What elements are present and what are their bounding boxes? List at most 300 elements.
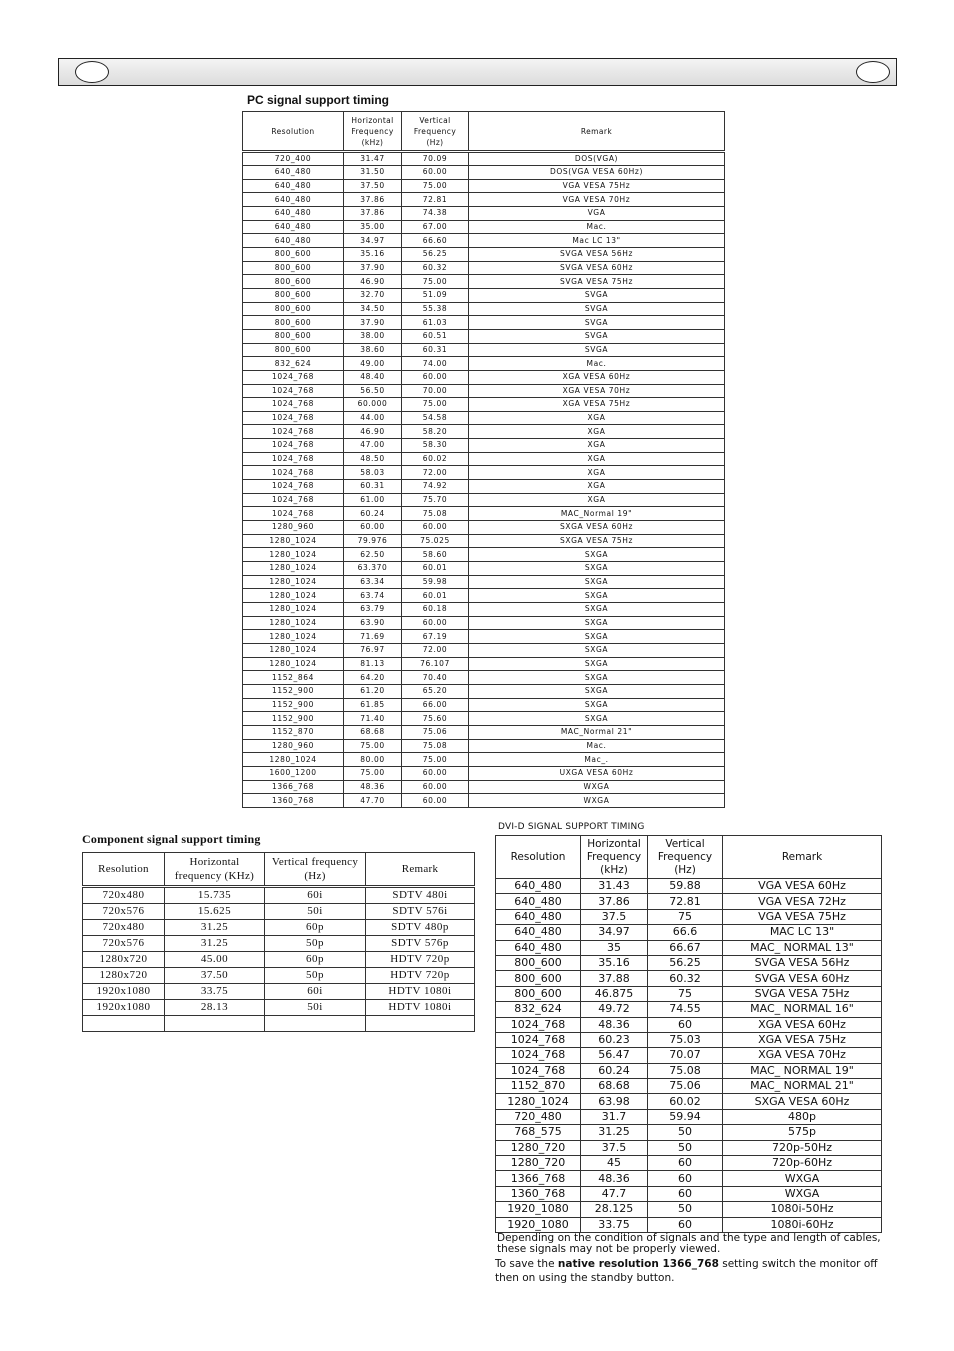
table-cell bbox=[83, 1016, 165, 1032]
table-cell: VGA VESA 75Hz bbox=[723, 909, 882, 924]
table-cell: 720p-60Hz bbox=[723, 1156, 882, 1171]
table-cell: 1600_1200 bbox=[243, 766, 344, 780]
table-cell: 70.00 bbox=[402, 384, 469, 398]
table-row bbox=[243, 357, 725, 371]
table-cell: 56.47 bbox=[581, 1048, 648, 1063]
table-row bbox=[496, 986, 882, 1001]
table-cell: 1280_1024 bbox=[243, 643, 344, 657]
table-cell: 75.00 bbox=[344, 739, 402, 753]
table-cell: SXGA VESA 60Hz bbox=[723, 1094, 882, 1109]
table-cell: VGA VESA 60Hz bbox=[723, 879, 882, 894]
table-cell: 720x480 bbox=[83, 887, 165, 904]
table-cell: 1280_1024 bbox=[243, 589, 344, 603]
table-cell: SXGA bbox=[469, 603, 725, 617]
table-cell: 54.58 bbox=[402, 411, 469, 425]
table-cell: 66.6 bbox=[648, 925, 723, 940]
table-row bbox=[243, 521, 725, 535]
table-cell: SVGA bbox=[469, 329, 725, 343]
table-cell: 60 bbox=[648, 1217, 723, 1232]
table-cell: Mac. bbox=[469, 739, 725, 753]
table-cell: 1366_768 bbox=[243, 780, 344, 794]
table-cell: 60.000 bbox=[344, 398, 402, 412]
table-cell: 1024_768 bbox=[243, 466, 344, 480]
table-row bbox=[243, 671, 725, 685]
table-row bbox=[243, 316, 725, 330]
table-row bbox=[243, 425, 725, 439]
column-header: Horizontal Frequency (kHz) bbox=[344, 112, 402, 152]
table-cell: 66.67 bbox=[648, 940, 723, 955]
table-cell: 45.00 bbox=[165, 952, 265, 968]
table-row bbox=[83, 1016, 475, 1032]
table-row bbox=[243, 493, 725, 507]
table-cell: 65.20 bbox=[402, 684, 469, 698]
table-cell: HDTV 1080i bbox=[366, 1000, 475, 1016]
table-cell: 75.00 bbox=[344, 766, 402, 780]
table-cell: 50i bbox=[265, 1000, 366, 1016]
table-cell: 48.36 bbox=[581, 1017, 648, 1032]
table-cell: 28.13 bbox=[165, 1000, 265, 1016]
table-cell: 81.13 bbox=[344, 657, 402, 671]
native-resolution-note bbox=[495, 1257, 885, 1285]
table-row bbox=[243, 712, 725, 726]
table-row bbox=[243, 398, 725, 412]
table-row bbox=[243, 411, 725, 425]
table-cell: 640_480 bbox=[496, 940, 581, 955]
native-note-suffix: setting switch the monitor off then on using the standby button. bbox=[495, 1258, 878, 1284]
table-row bbox=[496, 1032, 882, 1047]
table-cell: SXGA bbox=[469, 657, 725, 671]
column-header: Vertical Frequency (Hz) bbox=[402, 112, 469, 152]
table-cell: 1280_1024 bbox=[243, 534, 344, 548]
table-cell: 75.06 bbox=[402, 725, 469, 739]
table-cell: 72.81 bbox=[648, 894, 723, 909]
table-cell: VGA VESA 70Hz bbox=[469, 193, 725, 207]
table-row bbox=[496, 1002, 882, 1017]
table-cell: 72.00 bbox=[402, 466, 469, 480]
table-cell: 640_480 bbox=[243, 206, 344, 220]
table-cell: 58.60 bbox=[402, 548, 469, 562]
table-row bbox=[243, 766, 725, 780]
column-header: Vertical frequency (Hz) bbox=[265, 853, 366, 887]
table-cell: 68.68 bbox=[581, 1079, 648, 1094]
table-cell: 34.97 bbox=[581, 925, 648, 940]
table-cell: WXGA bbox=[469, 780, 725, 794]
table-cell: 1280_960 bbox=[243, 739, 344, 753]
table-cell: 44.00 bbox=[344, 411, 402, 425]
table-cell: 61.85 bbox=[344, 698, 402, 712]
table-row bbox=[496, 1171, 882, 1186]
table-row bbox=[243, 206, 725, 220]
table-cell: 1024_768 bbox=[243, 384, 344, 398]
table-cell: 38.60 bbox=[344, 343, 402, 357]
table-cell: 1024_768 bbox=[243, 411, 344, 425]
table-cell: 35 bbox=[581, 940, 648, 955]
table-cell: 1360_768 bbox=[243, 794, 344, 808]
table-cell: 61.03 bbox=[402, 316, 469, 330]
table-cell: WXGA bbox=[469, 794, 725, 808]
table-cell: 76.97 bbox=[344, 643, 402, 657]
table-cell: 1024_768 bbox=[243, 425, 344, 439]
column-header: Horizontal frequency (KHz) bbox=[165, 853, 265, 887]
table-row bbox=[243, 480, 725, 494]
table-cell: XGA VESA 75Hz bbox=[469, 398, 725, 412]
table-cell: 80.00 bbox=[344, 753, 402, 767]
table-cell: WXGA bbox=[723, 1171, 882, 1186]
table-cell: 35.16 bbox=[581, 955, 648, 970]
page-number-oval-left bbox=[75, 61, 109, 83]
table-cell: 1280_1024 bbox=[243, 575, 344, 589]
table-cell: 58.20 bbox=[402, 425, 469, 439]
table-cell: 49.72 bbox=[581, 1002, 648, 1017]
table-cell: 37.50 bbox=[165, 968, 265, 984]
table-cell: XGA bbox=[469, 452, 725, 466]
table-row bbox=[243, 329, 725, 343]
table-cell: SXGA bbox=[469, 671, 725, 685]
table-cell: SVGA VESA 75Hz bbox=[723, 986, 882, 1001]
table-cell: 60.23 bbox=[581, 1032, 648, 1047]
table-cell: 63.90 bbox=[344, 616, 402, 630]
table-cell bbox=[265, 1016, 366, 1032]
table-row bbox=[243, 452, 725, 466]
table-row bbox=[496, 1156, 882, 1171]
table-cell: 37.86 bbox=[344, 206, 402, 220]
table-row bbox=[496, 1017, 882, 1032]
table-cell: XGA VESA 75Hz bbox=[723, 1032, 882, 1047]
table-row bbox=[496, 955, 882, 970]
table-cell: 60 bbox=[648, 1186, 723, 1201]
table-cell: 75.00 bbox=[402, 753, 469, 767]
table-row bbox=[243, 261, 725, 275]
table-cell: Mac. bbox=[469, 357, 725, 371]
table-cell: SXGA bbox=[469, 616, 725, 630]
table-cell: 60.00 bbox=[402, 370, 469, 384]
table-cell: 1280_1024 bbox=[243, 657, 344, 671]
table-cell: 28.125 bbox=[581, 1202, 648, 1217]
table-row bbox=[83, 1000, 475, 1016]
table-cell: 720x480 bbox=[83, 920, 165, 936]
table-cell: DOS(VGA VESA 60Hz) bbox=[469, 166, 725, 180]
table-row bbox=[243, 739, 725, 753]
table-cell: SXGA bbox=[469, 712, 725, 726]
table-cell: 1152_900 bbox=[243, 698, 344, 712]
table-cell: 37.50 bbox=[344, 179, 402, 193]
table-row bbox=[496, 879, 882, 894]
table-row bbox=[243, 753, 725, 767]
table-cell: 60.51 bbox=[402, 329, 469, 343]
table-cell: 60.31 bbox=[402, 343, 469, 357]
table-cell: 60p bbox=[265, 952, 366, 968]
table-row bbox=[243, 439, 725, 453]
column-header: Horizontal Frequency (kHz) bbox=[581, 836, 648, 879]
table-cell: 55.38 bbox=[402, 302, 469, 316]
table-row bbox=[83, 952, 475, 968]
table-cell: 800_600 bbox=[243, 288, 344, 302]
table-cell: 79.976 bbox=[344, 534, 402, 548]
table-cell: 37.86 bbox=[344, 193, 402, 207]
table-cell: SDTV 576p bbox=[366, 936, 475, 952]
table-cell: 50p bbox=[265, 936, 366, 952]
table-cell: 35.16 bbox=[344, 247, 402, 261]
table-cell: 800_600 bbox=[496, 971, 581, 986]
table-row bbox=[496, 971, 882, 986]
table-cell: 75 bbox=[648, 909, 723, 924]
table-cell: SVGA bbox=[469, 302, 725, 316]
table-cell: 75.08 bbox=[402, 507, 469, 521]
table-cell: 59.98 bbox=[402, 575, 469, 589]
table-cell: 1360_768 bbox=[496, 1186, 581, 1201]
table-row bbox=[496, 1079, 882, 1094]
table-cell: 72.81 bbox=[402, 193, 469, 207]
table-cell: Mac. bbox=[469, 220, 725, 234]
pc-signal-table bbox=[242, 111, 725, 808]
table-cell: 1366_768 bbox=[496, 1171, 581, 1186]
table-cell: SXGA VESA 75Hz bbox=[469, 534, 725, 548]
table-cell: XGA bbox=[469, 480, 725, 494]
cable-note: Depending on the condition of signals and the type and length of cables, these signals may not be properly viewed. bbox=[497, 1232, 881, 1255]
table-cell: 1080i-50Hz bbox=[723, 1202, 882, 1217]
table-cell: 75.025 bbox=[402, 534, 469, 548]
column-header: Remark bbox=[366, 853, 475, 887]
table-cell: 800_600 bbox=[243, 302, 344, 316]
table-cell: MAC_ NORMAL 21" bbox=[723, 1079, 882, 1094]
table-row bbox=[496, 1125, 882, 1140]
table-cell: 1024_768 bbox=[243, 398, 344, 412]
table-cell: 56.50 bbox=[344, 384, 402, 398]
table-cell: 15.735 bbox=[165, 887, 265, 904]
table-cell: 61.00 bbox=[344, 493, 402, 507]
table-cell: 56.25 bbox=[648, 955, 723, 970]
table-cell: DOS(VGA) bbox=[469, 152, 725, 166]
table-cell: 1280_720 bbox=[496, 1156, 581, 1171]
table-cell: 63.79 bbox=[344, 603, 402, 617]
table-cell: 60.02 bbox=[648, 1094, 723, 1109]
column-header: Vertical Frequency (Hz) bbox=[648, 836, 723, 879]
table-row bbox=[496, 1217, 882, 1232]
table-cell bbox=[366, 1016, 475, 1032]
table-cell: HDTV 1080i bbox=[366, 984, 475, 1000]
table-cell: 70.40 bbox=[402, 671, 469, 685]
table-cell: 37.90 bbox=[344, 261, 402, 275]
table-row bbox=[243, 562, 725, 576]
table-cell: 1280_1024 bbox=[243, 562, 344, 576]
table-cell: 800_600 bbox=[243, 247, 344, 261]
table-cell: 640_480 bbox=[243, 193, 344, 207]
table-cell: 67.00 bbox=[402, 220, 469, 234]
table-cell: 75.08 bbox=[402, 739, 469, 753]
table-row bbox=[243, 466, 725, 480]
table-cell: 47.00 bbox=[344, 439, 402, 453]
column-header: Remark bbox=[723, 836, 882, 879]
table-cell: XGA bbox=[469, 411, 725, 425]
dvi-signal-table bbox=[495, 835, 882, 1233]
table-row bbox=[496, 894, 882, 909]
table-cell: 62.50 bbox=[344, 548, 402, 562]
table-cell: 31.43 bbox=[581, 879, 648, 894]
table-cell: 800_600 bbox=[243, 316, 344, 330]
table-row bbox=[243, 384, 725, 398]
table-cell: 47.70 bbox=[344, 794, 402, 808]
table-cell: 74.38 bbox=[402, 206, 469, 220]
table-cell: 60 bbox=[648, 1156, 723, 1171]
table-row bbox=[243, 725, 725, 739]
table-cell: 800_600 bbox=[496, 986, 581, 1001]
table-cell: 31.25 bbox=[581, 1125, 648, 1140]
table-cell: 1280_960 bbox=[243, 521, 344, 535]
table-row bbox=[243, 548, 725, 562]
table-cell: 768_575 bbox=[496, 1125, 581, 1140]
table-cell: 48.40 bbox=[344, 370, 402, 384]
column-header: Resolution bbox=[243, 112, 344, 152]
table-row bbox=[243, 152, 725, 166]
table-cell: 720x576 bbox=[83, 936, 165, 952]
table-cell: XGA VESA 70Hz bbox=[723, 1048, 882, 1063]
table-cell: SVGA VESA 56Hz bbox=[469, 247, 725, 261]
table-cell: Mac LC 13" bbox=[469, 234, 725, 248]
table-cell: 60 bbox=[648, 1171, 723, 1186]
table-cell: 70.09 bbox=[402, 152, 469, 166]
table-cell: 640_480 bbox=[243, 179, 344, 193]
table-cell: XGA bbox=[469, 466, 725, 480]
table-cell: 60.00 bbox=[402, 166, 469, 180]
table-cell: 1280_720 bbox=[496, 1140, 581, 1155]
table-cell: 15.625 bbox=[165, 904, 265, 920]
table-cell: 1024_768 bbox=[243, 439, 344, 453]
page-header-bar bbox=[58, 58, 897, 86]
table-cell: 1280x720 bbox=[83, 968, 165, 984]
table-cell: SVGA bbox=[469, 288, 725, 302]
table-cell: SXGA bbox=[469, 589, 725, 603]
table-row bbox=[83, 984, 475, 1000]
table-cell: 31.47 bbox=[344, 152, 402, 166]
table-row bbox=[496, 1094, 882, 1109]
table-cell: 720_400 bbox=[243, 152, 344, 166]
table-cell: SXGA bbox=[469, 562, 725, 576]
table-row bbox=[243, 657, 725, 671]
table-cell: 60.24 bbox=[344, 507, 402, 521]
table-cell: 1280_1024 bbox=[243, 548, 344, 562]
table-cell: SDTV 480i bbox=[366, 887, 475, 904]
table-cell: 46.90 bbox=[344, 425, 402, 439]
table-cell: 74.92 bbox=[402, 480, 469, 494]
page-number-oval-right bbox=[856, 61, 890, 83]
table-row bbox=[243, 684, 725, 698]
table-cell: 1920_1080 bbox=[496, 1217, 581, 1232]
table-cell: 63.74 bbox=[344, 589, 402, 603]
table-cell: 59.88 bbox=[648, 879, 723, 894]
table-row bbox=[243, 794, 725, 808]
table-cell: 75.70 bbox=[402, 493, 469, 507]
table-cell: 60.00 bbox=[344, 521, 402, 535]
table-row bbox=[243, 616, 725, 630]
table-cell: MAC LC 13" bbox=[723, 925, 882, 940]
table-row bbox=[243, 630, 725, 644]
table-cell: SVGA VESA 60Hz bbox=[723, 971, 882, 986]
table-cell: 640_480 bbox=[496, 909, 581, 924]
table-cell: 1280_1024 bbox=[243, 630, 344, 644]
table-cell: 34.97 bbox=[344, 234, 402, 248]
table-cell: 56.25 bbox=[402, 247, 469, 261]
table-row bbox=[243, 534, 725, 548]
table-cell: UXGA VESA 60Hz bbox=[469, 766, 725, 780]
table-cell: 720_480 bbox=[496, 1109, 581, 1124]
table-cell: 1024_768 bbox=[243, 480, 344, 494]
table-row bbox=[243, 589, 725, 603]
table-cell: 48.36 bbox=[581, 1171, 648, 1186]
table-cell: 50 bbox=[648, 1140, 723, 1155]
component-table-title: Component signal support timing bbox=[82, 832, 261, 846]
table-cell: 71.40 bbox=[344, 712, 402, 726]
table-cell: 74.55 bbox=[648, 1002, 723, 1017]
table-row bbox=[83, 968, 475, 984]
table-cell: 76.107 bbox=[402, 657, 469, 671]
table-cell: 75.06 bbox=[648, 1079, 723, 1094]
table-cell: 35.00 bbox=[344, 220, 402, 234]
table-cell: 60.00 bbox=[402, 766, 469, 780]
table-row bbox=[496, 909, 882, 924]
table-cell: XGA bbox=[469, 425, 725, 439]
table-cell: 1024_768 bbox=[496, 1017, 581, 1032]
table-cell: SXGA bbox=[469, 548, 725, 562]
table-cell: 60.00 bbox=[402, 780, 469, 794]
table-cell: 1152_870 bbox=[243, 725, 344, 739]
table-cell: 60.02 bbox=[402, 452, 469, 466]
table-cell: 59.94 bbox=[648, 1109, 723, 1124]
table-cell: WXGA bbox=[723, 1186, 882, 1201]
table-cell: SXGA bbox=[469, 698, 725, 712]
table-cell: 75.08 bbox=[648, 1063, 723, 1078]
table-cell: SVGA bbox=[469, 316, 725, 330]
table-cell: 60 bbox=[648, 1017, 723, 1032]
table-row bbox=[243, 193, 725, 207]
table-cell: 37.5 bbox=[581, 1140, 648, 1155]
table-cell: HDTV 720p bbox=[366, 952, 475, 968]
table-cell: XGA VESA 70Hz bbox=[469, 384, 725, 398]
table-row bbox=[243, 343, 725, 357]
table-cell bbox=[165, 1016, 265, 1032]
table-cell: 832_624 bbox=[496, 1002, 581, 1017]
table-cell: 68.68 bbox=[344, 725, 402, 739]
table-row bbox=[243, 220, 725, 234]
table-row bbox=[243, 507, 725, 521]
table-cell: 1280_1024 bbox=[243, 753, 344, 767]
table-row bbox=[243, 302, 725, 316]
pc-table-title: PC signal support timing bbox=[247, 93, 390, 107]
table-cell: 32.70 bbox=[344, 288, 402, 302]
table-cell: 1152_900 bbox=[243, 684, 344, 698]
table-cell: 31.25 bbox=[165, 920, 265, 936]
table-cell: MAC_Normal 21" bbox=[469, 725, 725, 739]
table-cell: 49.00 bbox=[344, 357, 402, 371]
table-cell: SXGA bbox=[469, 630, 725, 644]
table-cell: 640_480 bbox=[243, 220, 344, 234]
table-cell: 63.98 bbox=[581, 1094, 648, 1109]
table-cell: SDTV 576i bbox=[366, 904, 475, 920]
table-cell: 75 bbox=[648, 986, 723, 1001]
table-cell: 60.32 bbox=[402, 261, 469, 275]
table-cell: 61.20 bbox=[344, 684, 402, 698]
native-note-prefix: To save the bbox=[495, 1258, 558, 1270]
table-row bbox=[243, 288, 725, 302]
table-cell: 640_480 bbox=[496, 925, 581, 940]
table-cell: 67.19 bbox=[402, 630, 469, 644]
table-cell: 48.36 bbox=[344, 780, 402, 794]
table-cell: 60i bbox=[265, 984, 366, 1000]
table-cell: 60p bbox=[265, 920, 366, 936]
table-cell: SXGA bbox=[469, 643, 725, 657]
table-row bbox=[83, 920, 475, 936]
table-row bbox=[243, 603, 725, 617]
table-cell: 46.90 bbox=[344, 275, 402, 289]
